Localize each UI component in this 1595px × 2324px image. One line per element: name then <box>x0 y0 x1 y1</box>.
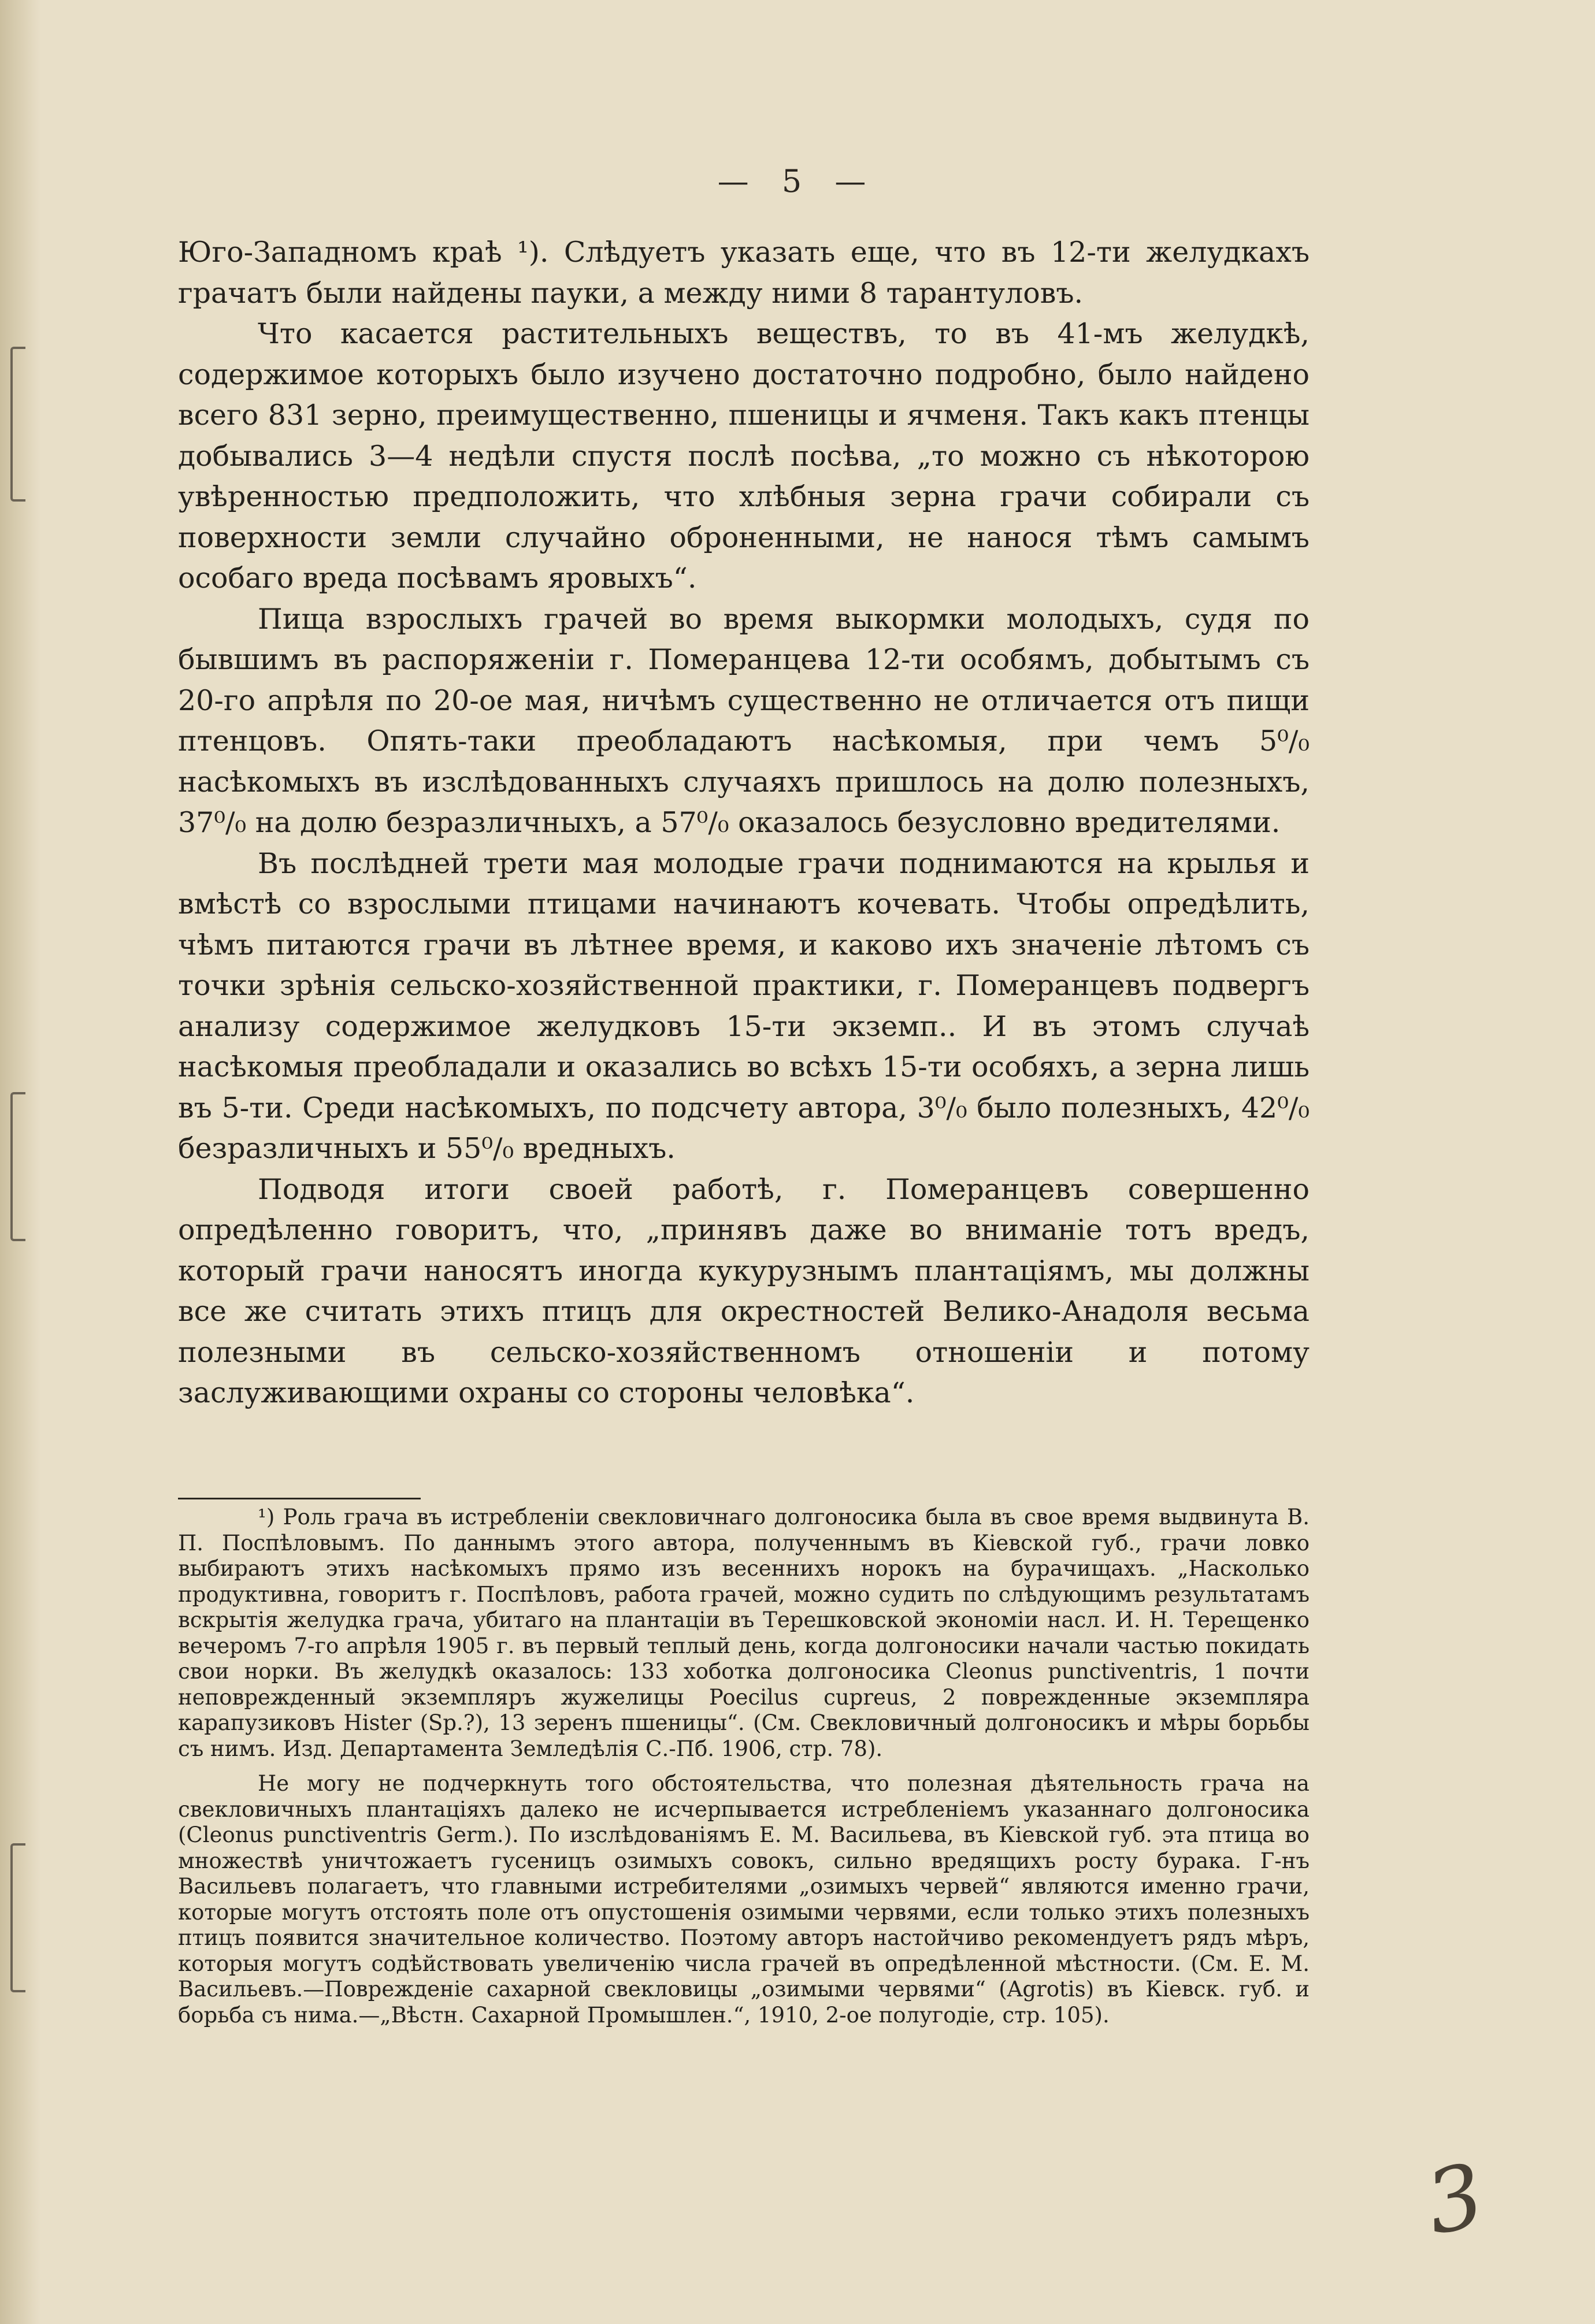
main-text <box>178 232 1310 1414</box>
footnotes <box>178 1505 1310 2037</box>
paragraph: Въ послѣдней трети мая молодые грачи поднимаются на крылья и вмѣстѣ со взрослыми птицами начинаютъ кочевать. Чтобы опредѣлить, чѣмъ питаются грачи въ лѣтнее время, и каково ихъ значеніе лѣтомъ съ точки зрѣнія сельско-хозяйственной практики, г. Померанцевъ подвергъ анализу содержимое желудковъ 15-ти экземп.. И въ этомъ случаѣ насѣкомыя преобладали и оказались во всѣхъ 15-ти особяхъ, а зерна лишь въ 5-ти. Среди насѣкомыхъ, по подсчету автора, 3⁰/₀ было полезныхъ, 42⁰/₀ безразличныхъ и 55⁰/₀ вредныхъ. <box>178 847 1310 1165</box>
footnote-separator <box>178 1498 421 1499</box>
binding-staple <box>10 1092 25 1241</box>
binding-staple <box>10 347 25 502</box>
paragraph: Юго-Западномъ краѣ ¹). Слѣдуетъ указать еще, что въ 12-ти желудкахъ грачатъ были найдены пауки, а между ними 8 тарантуловъ. <box>178 236 1310 310</box>
paragraph: Пища взрослыхъ грачей во время выкормки молодыхъ, судя по бывшимъ въ распоряженіи г. Померанцева 12-ти особямъ, добытымъ съ 20-го апрѣля по 20-ое мая, ничѣмъ существенно не отличается отъ пищи птенцовъ. Опять-таки преобладаютъ насѣкомыя, при чемъ 5⁰/₀ насѣкомыхъ въ изслѣдованныхъ случаяхъ пришлось на долю полезныхъ, 37⁰/₀ на долю безразличныхъ, а 57⁰/₀ оказалось безусловно вредителями. <box>178 602 1310 839</box>
paragraph: Что касается растительныхъ веществъ, то въ 41-мъ желудкѣ, содержимое которыхъ было изучено достаточно подробно, было найдено всего 831 зерно, преимущественно, пшеницы и ячменя. Такъ какъ птенцы добывались 3—4 недѣли спустя послѣ посѣва, „то можно съ нѣкоторою увѣренностью предположить, что хлѣбныя зерна грачи собирали съ поверхности земли случайно оброненными, не нанося тѣмъ самымъ особаго вреда посѣвамъ яровыхъ“. <box>178 317 1310 595</box>
footnote: Не могу не подчеркнуть того обстоятельства, что полезная дѣятельность грача на свекловичныхъ плантаціяхъ далеко не исчерпывается истребленіемъ указаннаго долгоносика (Cleonus punctiventris Germ.). По изслѣдованіямъ Е. М. Васильева, въ Кіевской губ. эта птица во множествѣ уничтожаетъ гусеницъ озимыхъ совокъ, сильно вредящихъ росту бурака. Г-нъ Васильевъ полагаетъ, что главными истребителями „озимыхъ червей“ являются именно грачи, которые могутъ отстоять поле отъ опустошенія озимыми червями, если только этихъ полезныхъ птицъ появится значительное количество. Поэтому авторъ настойчиво рекомендуетъ рядъ мѣръ, которыя могутъ содѣйствовать увеличенію числа грачей въ опредѣленной мѣстности. (См. Е. М. Васильевъ.—Поврежденіе сахарной свекловицы „озимыми червями“ (Agrotis) въ Кіевск. губ. и борьба съ нима.—„Вѣстн. Сахарной Промышлен.“, 1910, 2-ое полугодіе, стр. 105). <box>178 1771 1310 2028</box>
paragraph: Подводя итоги своей работѣ, г. Померанцевъ совершенно опредѣленно говоритъ, что, „принявъ даже во вниманіе тотъ вредъ, который грачи наносятъ иногда кукурузнымъ плантаціямъ, мы должны все же считать этихъ птицъ для окрестностей Велико-Анадоля весьма полезными въ сельско-хозяйственномъ отношеніи и потому заслуживающими охраны со стороны человѣка“. <box>178 1172 1310 1409</box>
binding-edge <box>0 0 40 2324</box>
binding-staple <box>10 1843 25 1992</box>
footnote: ¹) Роль грача въ истребленіи свекловичнаго долгоносика была въ свое время выдвинута В. П. Поспѣловымъ. По даннымъ этого автора, полученнымъ въ Кіевской губ., грачи ловко выбираютъ этихъ насѣкомыхъ прямо изъ весеннихъ норокъ на бурачищахъ. „Насколько продуктивна, говоритъ г. Поспѣловъ, работа грачей, можно судить по слѣдующимъ результатамъ вскрытія желудка грача, убитаго на плантаціи въ Терешковской экономіи насл. И. Н. Терещенко вечеромъ 7-го апрѣля 1905 г. въ первый теплый день, когда долгоносики начали частью покидать свои норки. Въ желудкѣ оказалось: 133 хоботка долгоносика Cleonus punctiventris, 1 почти неповрежденный экземпляръ жужелицы Poecilus cupreus, 2 поврежденные экземпляра карапузиковъ Hister (Sp.?), 13 зеренъ пшеницы“. (См. Свекловичный долгоносикъ и мѣры борьбы съ нимъ. Изд. Департамента Земледѣлія С.-Пб. 1906, стр. 78). <box>178 1505 1310 1761</box>
page-number: — 5 — <box>717 163 878 199</box>
handwritten-page-mark: 3 <box>1417 2144 1493 2255</box>
